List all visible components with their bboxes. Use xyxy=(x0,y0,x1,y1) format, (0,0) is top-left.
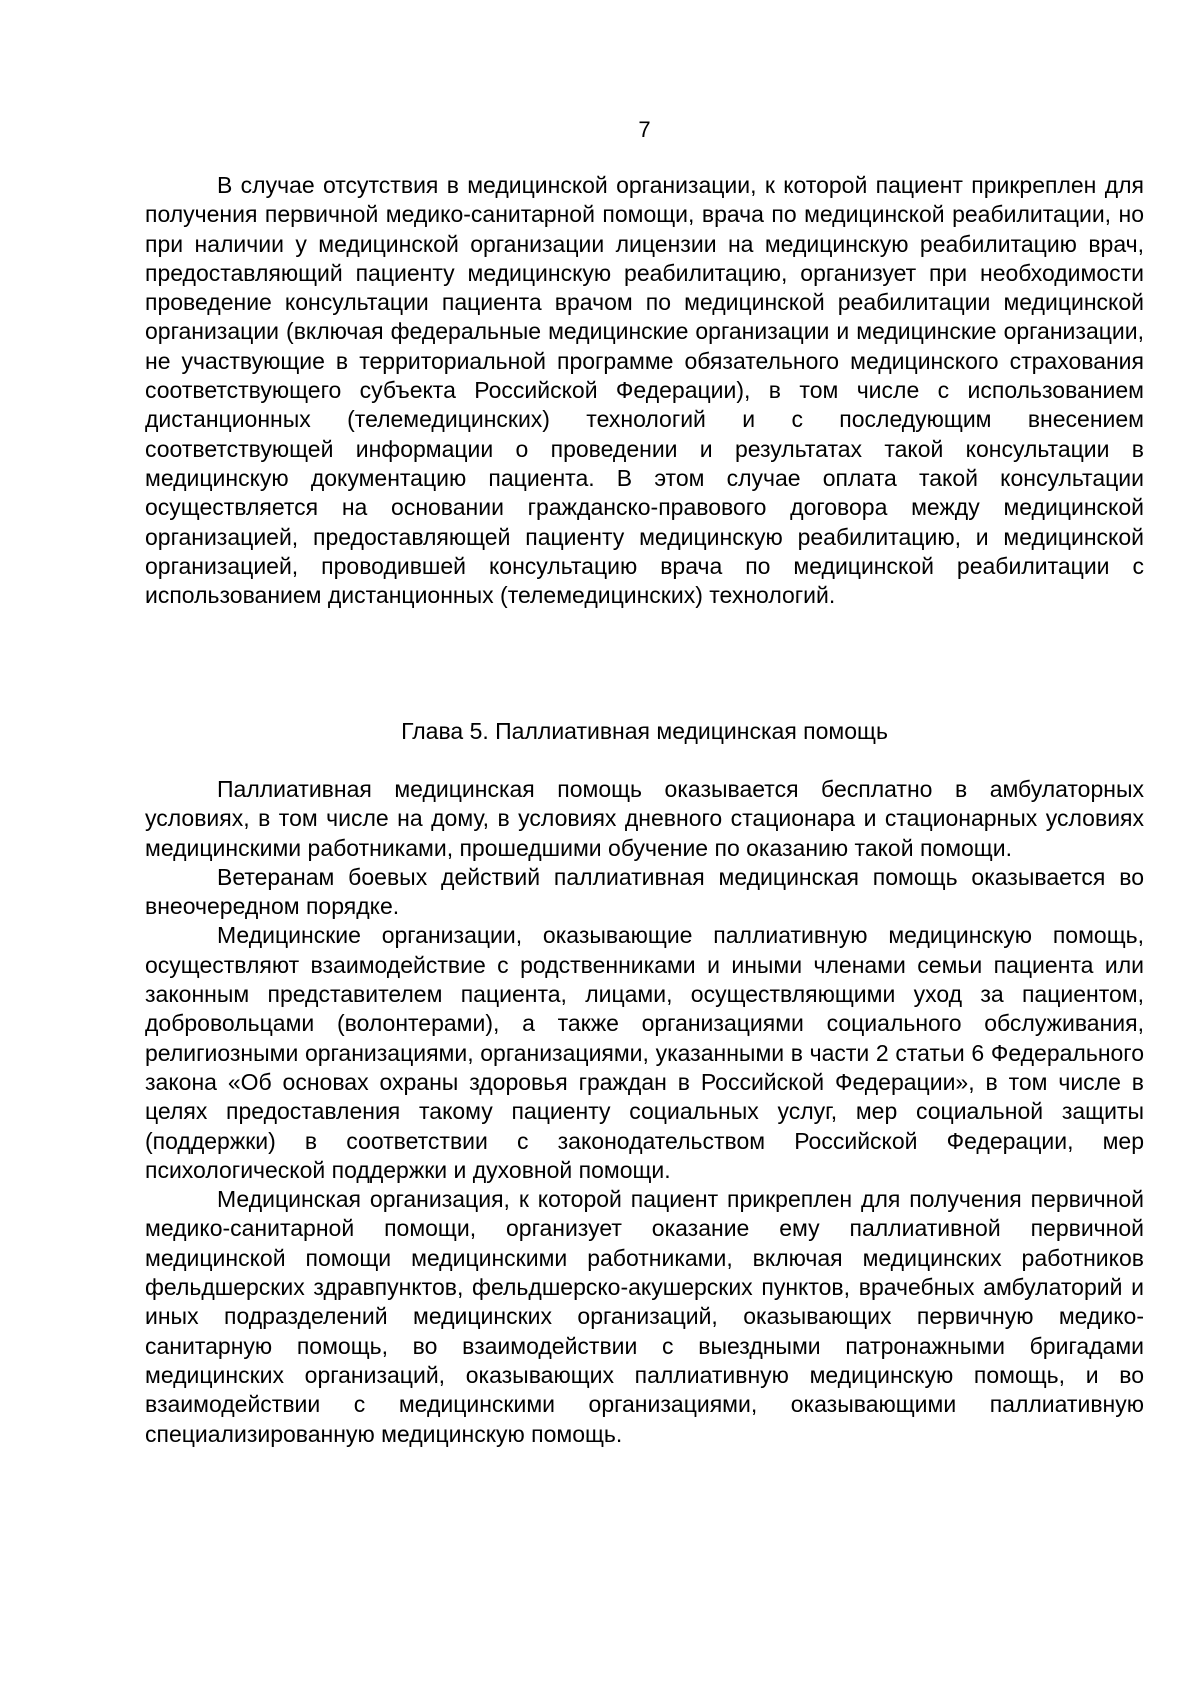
section-telemedicine-consultation xyxy=(145,171,1144,610)
paragraph: Ветеранам боевых действий паллиативная медицинская помощь оказывается во внеочередном порядке. xyxy=(145,863,1144,920)
section-palliative-care xyxy=(145,775,1144,1449)
paragraph: Медицинская организация, к которой пациент прикреплен для получения первичной медико-санитарной помощи, организует оказание ему паллиативной первичной медицинской помощи медицинскими работниками, включая медицинских работников фельдшерских здравпунктов, фельдшерско-акушерских пунктов, врачебных амбулаторий и иных подразделений медицинских организаций, оказывающих первичную медико-санитарную помощь, во взаимодействии с выездными патронажными бригадами медицинских организаций, оказывающих паллиативную медицинскую помощь, и во взаимодействии с медицинскими организациями, оказывающими паллиативную специализированную медицинскую помощь. xyxy=(145,1186,1144,1447)
chapter-heading: Глава 5. Паллиативная медицинская помощь xyxy=(401,718,888,744)
page-number: 7 xyxy=(638,117,651,142)
paragraph: Паллиативная медицинская помощь оказывается бесплатно в амбулаторных условиях, в том числе на дому, в условиях дневного стационара и стационарных условиях медицинскими работниками, прошедшими обучение по оказанию такой помощи. xyxy=(145,776,1144,861)
paragraph: В случае отсутствия в медицинской организации, к которой пациент прикреплен для получения первичной медико-санитарной помощи, врача по медицинской реабилитации, но при наличии у медицинской организации лицензии на медицинскую реабилитацию врач, предоставляющий пациенту медицинскую реабилитацию, организует при необходимости проведение консультации пациента врачом по медицинской реабилитации медицинской организации (включая федеральные медицинские организации и медицинские организации, не участвующие в территориальной программе обязательного медицинского страхования соответствующего субъекта Российской Федерации), в том числе с использованием дистанционных (телемедицинских) технологий и с последующим внесением соответствующей информации о проведении и результатах такой консультации в медицинскую документацию пациента. В этом случае оплата такой консультации осуществляется на основании гражданско-правового договора между медицинской организацией, предоставляющей пациенту медицинскую реабилитацию, и медицинской организацией, проводившей консультацию врача по медицинской реабилитации с использованием дистанционных (телемедицинских) технологий. xyxy=(145,172,1144,609)
paragraph: Медицинские организации, оказывающие паллиативную медицинскую помощь, осуществляют взаимодействие с родственниками и иными членами семьи пациента или законным представителем пациента, лицами, осуществляющими уход за пациентом, добровольцами (волонтерами), а также организациями социального обслуживания, религиозными организациями, организациями, указанными в части 2 статьи 6 Федерального закона «Об основах охраны здоровья граждан в Российской Федерации», в том числе в целях предоставления такому пациенту социальных услуг, мер социальной защиты (поддержки) в соответствии с законодательством Российской Федерации, мер психологической поддержки и духовной помощи. xyxy=(145,922,1144,1183)
